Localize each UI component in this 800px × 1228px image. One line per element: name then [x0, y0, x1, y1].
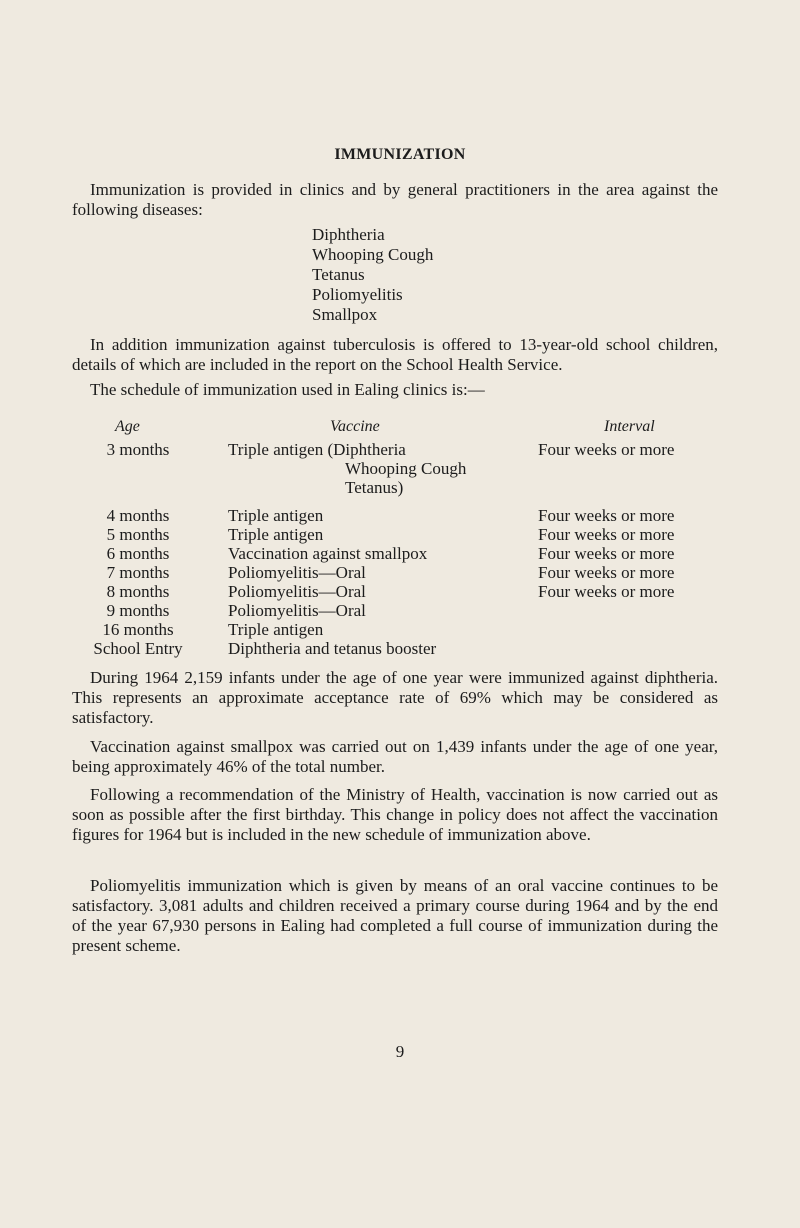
vaccine-cell: Triple antigen: [228, 525, 324, 544]
age-cell: 4 months: [106, 506, 170, 525]
interval-cell: Four weeks or more: [538, 525, 675, 544]
body-paragraph: Vaccination against smallpox was carried out on 1,439 infants under the age of one year, being approximately 46% of the total number.: [72, 737, 718, 776]
age-cell: 8 months: [106, 582, 170, 601]
disease-item: Whooping Cough: [312, 245, 434, 264]
vaccine-cell: [228, 440, 528, 497]
page-heading: IMMUNIZATION: [334, 146, 466, 163]
vaccine-cell: Poliomyelitis—Oral: [228, 601, 366, 620]
page-number: 9: [395, 1042, 405, 1061]
vaccine-cell: Diphtheria and tetanus booster: [228, 639, 437, 658]
column-header-age: Age: [115, 418, 140, 435]
age-cell: 16 months: [102, 620, 174, 639]
age-cell: 6 months: [106, 544, 170, 563]
age-cell: 3 months: [106, 440, 170, 459]
addition-paragraph: In addition immunization against tuberculosis is offered to 13-year-old school children, details of which are included in the report on the School Health Service.: [72, 335, 718, 374]
interval-cell: Four weeks or more: [538, 506, 675, 525]
age-cell: 5 months: [106, 525, 170, 544]
disease-item: Diphtheria: [312, 225, 385, 244]
vaccine-continuation: Whooping Cough: [345, 459, 467, 478]
vaccine-cell: Triple antigen: [228, 506, 324, 525]
age-cell: School Entry: [93, 639, 183, 658]
age-cell: 7 months: [106, 563, 170, 582]
interval-cell: Four weeks or more: [538, 563, 675, 582]
vaccine-cell: Triple antigen: [228, 620, 324, 639]
vaccine-cell: Poliomyelitis—Oral: [228, 582, 366, 601]
vaccine-cell: Vaccination against smallpox: [228, 544, 428, 563]
body-paragraph: Following a recommendation of the Ministry of Health, vaccination is now carried out as soon as possible after the first birthday. This change in policy does not affect the vaccination figures for 1964 but is included in the new schedule of immunization above.: [72, 785, 718, 844]
vaccine-continuation: Tetanus): [345, 478, 404, 497]
body-paragraph: During 1964 2,159 infants under the age of one year were immunized against diphtheria. This represents an approximate acceptance rate of 69% which may be considered as satisfactory.: [72, 668, 718, 727]
age-cell: 9 months: [106, 601, 170, 620]
intro-paragraph: Immunization is provided in clinics and by general practitioners in the area against the following diseases:: [72, 180, 718, 219]
disease-item: Smallpox: [312, 305, 378, 324]
disease-item: Tetanus: [312, 265, 365, 284]
interval-cell: Four weeks or more: [538, 544, 675, 563]
vaccine-text: Triple antigen (Diphtheria: [228, 440, 406, 459]
column-header-interval: Interval: [604, 418, 655, 435]
vaccine-cell: Poliomyelitis—Oral: [228, 563, 366, 582]
column-header-vaccine: Vaccine: [330, 418, 380, 435]
interval-cell: Four weeks or more: [538, 582, 675, 601]
disease-list: [312, 225, 433, 325]
disease-item: Poliomyelitis: [312, 285, 403, 304]
schedule-intro: The schedule of immunization used in Ealing clinics is:—: [90, 380, 485, 399]
interval-cell: Four weeks or more: [538, 440, 675, 459]
body-paragraph: Poliomyelitis immunization which is given by means of an oral vaccine continues to be satisfactory. 3,081 adults and children received a primary course during 1964 and by the end of the year 67,930 persons in Ealing had completed a full course of immunization during the present scheme.: [72, 876, 718, 955]
